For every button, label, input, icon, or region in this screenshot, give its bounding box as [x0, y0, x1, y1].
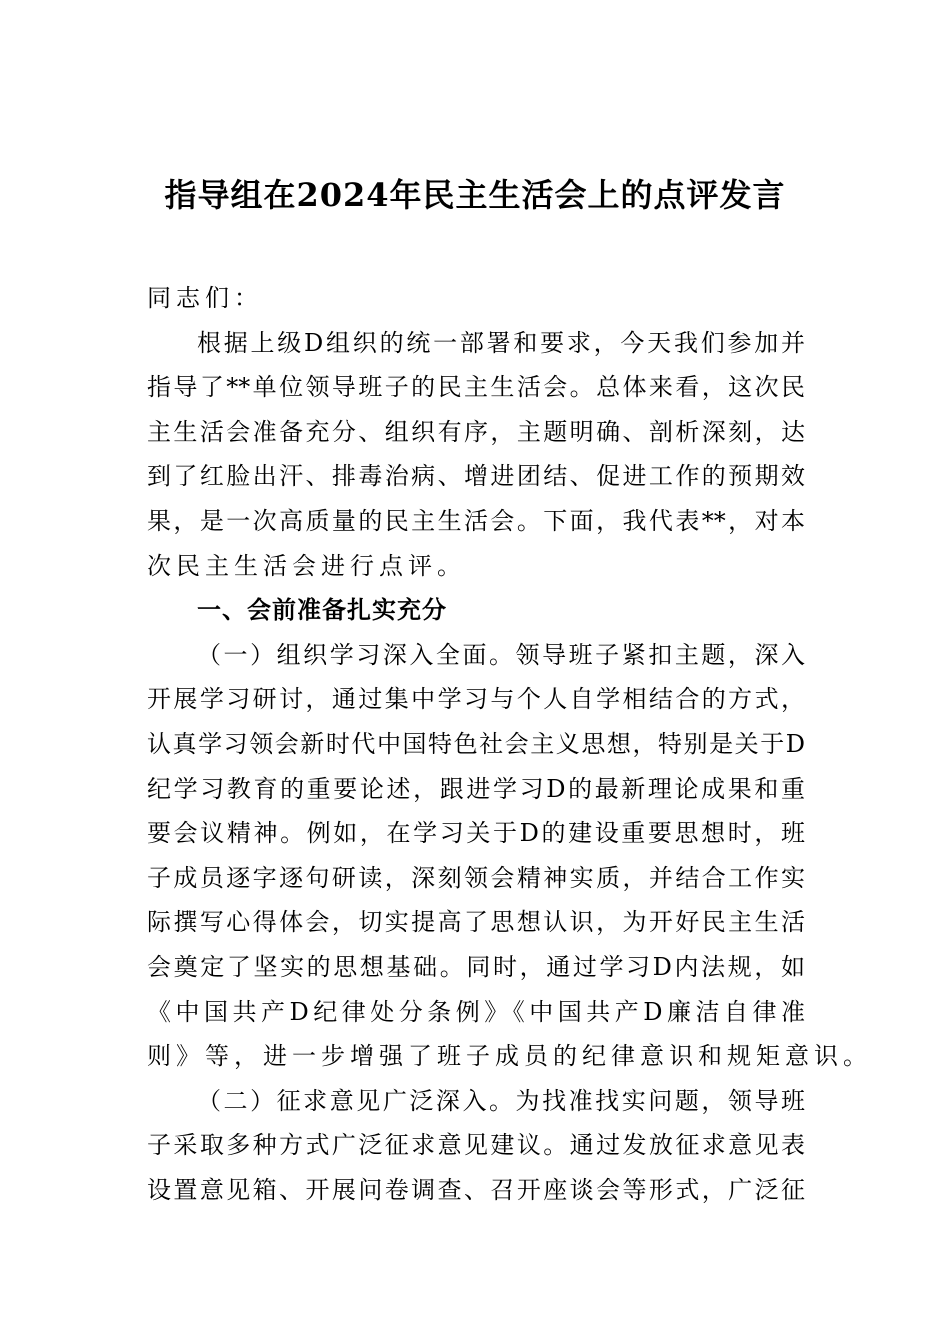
paragraph-line: 主生活会准备充分、组织有序，主题明确、剖析深刻，达 [147, 417, 805, 446]
paragraph-line: 际撰写心得体会，切实提高了思想认识，为开好民主生活 [147, 908, 805, 937]
paragraph-line: 果，是一次高质量的民主生活会。下面，我代表**，对本 [147, 506, 805, 535]
paragraph-line: （一）组织学习深入全面。领导班子紧扣主题，深入 [197, 640, 805, 669]
paragraph-line: 开展学习研讨，通过集中学习与个人自学相结合的方式， [147, 685, 805, 714]
document-title: 指导组在2024年民主生活会上的点评发言 [164, 176, 786, 214]
paragraph-line: 子采取多种方式广泛征求意见建议。通过发放征求意见表 [147, 1131, 805, 1160]
paragraph-line: 根据上级D组织的统一部署和要求，今天我们参加并 [197, 328, 805, 357]
paragraph-line: 认真学习领会新时代中国特色社会主义思想，特别是关于D [147, 729, 805, 758]
paragraph-line: 要会议精神。例如，在学习关于D的建设重要思想时，班 [147, 819, 805, 848]
paragraph-line: 指导了**单位领导班子的民主生活会。总体来看，这次民 [147, 373, 805, 402]
paragraph-line: 纪学习教育的重要论述，跟进学习D的最新理论成果和重 [147, 774, 805, 803]
paragraph-line: 设置意见箱、开展问卷调查、召开座谈会等形式，广泛征 [147, 1175, 805, 1204]
section-heading: 一、会前准备扎实充分 [197, 596, 447, 625]
document-body [147, 276, 872, 1212]
paragraph-line: 《中国共产D纪律处分条例》《中国共产D廉洁自律准 [147, 997, 805, 1026]
salutation: 同志们： [147, 284, 263, 312]
paragraph-line: 则》等，进一步增强了班子成员的纪律意识和规矩意识。 [147, 1042, 872, 1071]
paragraph-line: 次民主生活会进行点评。 [147, 551, 466, 580]
paragraph-line: （二）征求意见广泛深入。为找准找实问题，领导班 [197, 1086, 805, 1115]
paragraph-line: 到了红脸出汗、排毒治病、增进团结、促进工作的预期效 [147, 462, 805, 491]
paragraph-line: 会奠定了坚实的思想基础。同时，通过学习D内法规，如 [147, 952, 805, 981]
paragraph-line: 子成员逐字逐句研读，深刻领会精神实质，并结合工作实 [147, 863, 805, 892]
